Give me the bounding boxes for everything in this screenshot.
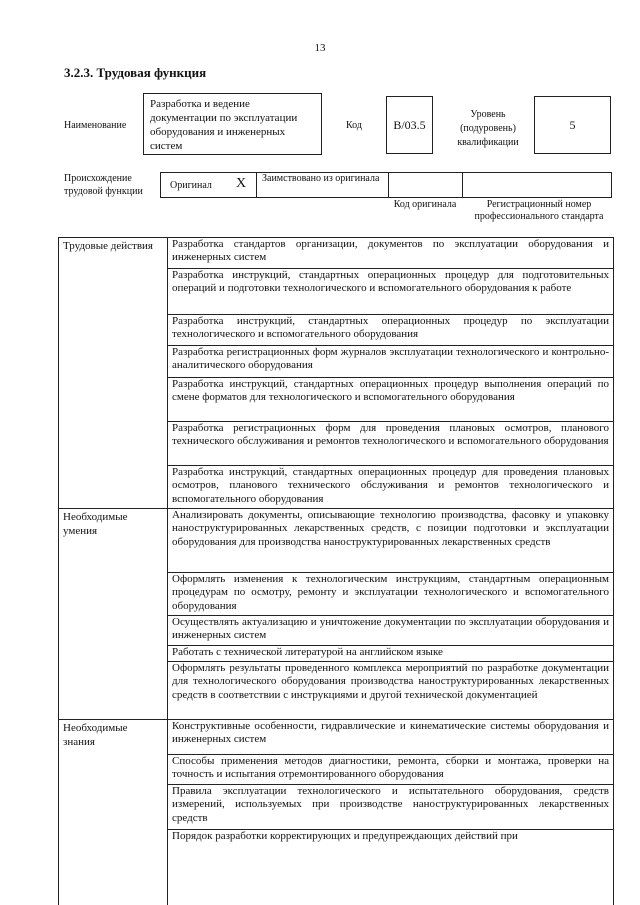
level-value: 5 [569, 117, 576, 132]
row-divider [167, 572, 614, 573]
origin-label: Происхождение трудовой функции [64, 173, 143, 197]
section-divider [58, 237, 614, 238]
table-item: Правила эксплуатации технологического и испытательного оборудования, средств измерений, используемых при производстве наноструктурированных лекарственных средств [172, 785, 609, 824]
column-divider [58, 237, 59, 905]
row-divider [167, 661, 614, 662]
section-name: Необходимые знания [63, 722, 128, 748]
row-divider [167, 345, 614, 346]
original-mark: X [236, 176, 247, 191]
row-divider [167, 421, 614, 422]
row-divider [167, 645, 614, 646]
section-title: 3.2.3. Трудовая функция [64, 65, 207, 80]
row-divider [167, 314, 614, 315]
column-divider [167, 237, 168, 905]
function-name-box [143, 93, 322, 155]
section-name: Трудовые действия [63, 240, 153, 252]
table-item: Разработка регистрационных форм журналов эксплуатации технологического и контрольно-аналитического оборудования [172, 346, 609, 372]
table-item: Способы применения методов диагностики, ремонта, сборки и монтажа, проверки на точность и испытания отремонтированного оборудования [172, 755, 609, 781]
borrowed-label: Заимствовано из оригинала [262, 173, 380, 184]
code-box [386, 96, 433, 154]
row-divider [167, 268, 614, 269]
column-divider [613, 237, 614, 905]
table-item: Разработка инструкций, стандартных операционных процедур для проведения плановых осмотров, планового технического обслуживания и ремонтов технологического и вспомогательного оборудования [172, 466, 609, 505]
function-table [58, 237, 614, 905]
reg-number-label: Регистрационный номер профессионального стандарта [474, 199, 604, 222]
section-name: Необходимые умения [63, 511, 128, 537]
origin-table [160, 172, 612, 198]
table-item: Разработка стандартов организации, документов по эксплуатации оборудования и инженерных систем [172, 238, 609, 264]
code-value: B/03.5 [393, 117, 426, 132]
row-divider [167, 465, 614, 466]
row-divider [167, 784, 614, 785]
section-divider [58, 719, 614, 720]
function-name-value: Разработка и ведение документации по эксплуатации оборудования и инженерных систем [150, 98, 298, 152]
code-label: Код [346, 120, 362, 131]
original-label: Оригинал [170, 180, 212, 191]
row-divider [167, 829, 614, 830]
table-item: Разработка регистрационных форм для проведения плановых осмотров, планового технического обслуживания и ремонтов технологического и вспомогательного оборудования [172, 422, 609, 448]
table-item: Разработка инструкций, стандартных операционных процедур по эксплуатации технологического и вспомогательного оборудования [172, 315, 609, 341]
section-divider [58, 508, 614, 509]
table-item: Оформлять изменения к технологическим инструкциям, стандартным операционным процедурам по осмотру, ремонту и эксплуатации технологического и вспомогательного оборудования [172, 573, 609, 612]
table-item: Разработка инструкций, стандартных операционных процедур выполнения операций по смене форматов для технологического и вспомогательного оборудования [172, 378, 609, 404]
table-item: Порядок разработки корректирующих и предупреждающих действий при [172, 830, 518, 842]
row-divider [167, 615, 614, 616]
table-item: Разработка инструкций, стандартных операционных процедур для подготовительных операций и подготовки технологического и вспомогательного оборудования к работе [172, 269, 609, 295]
table-item: Конструктивные особенности, гидравлические и кинематические системы оборудования и инженерных систем [172, 720, 609, 746]
page-number: 13 [314, 42, 326, 54]
table-item: Оформлять результаты проведенного комплекса мероприятий по разработке документации для технологического оборудования производства наноструктурированных лекарственных средств в соответствии с инструкциями и другой технической документацией [172, 662, 609, 701]
table-item: Анализировать документы, описывающие технологию производства, фасовку и упаковку наноструктурированных лекарственных средств, с позиции подготовки и эксплуатации оборудования для производства наноструктурированных лекарственных средств [172, 509, 609, 548]
row-divider [167, 377, 614, 378]
table-item: Осуществлять актуализацию и уничтожение документации по эксплуатации оборудования и инженерных систем [172, 616, 609, 642]
level-label: Уровень (подуровень) квалификации [457, 109, 519, 148]
table-item: Работать с технической литературой на английском языке [172, 646, 443, 658]
code-original-label: Код оригинала [393, 199, 457, 210]
row-divider [167, 754, 614, 755]
level-box [534, 96, 611, 154]
name-label: Наименование [64, 120, 127, 131]
